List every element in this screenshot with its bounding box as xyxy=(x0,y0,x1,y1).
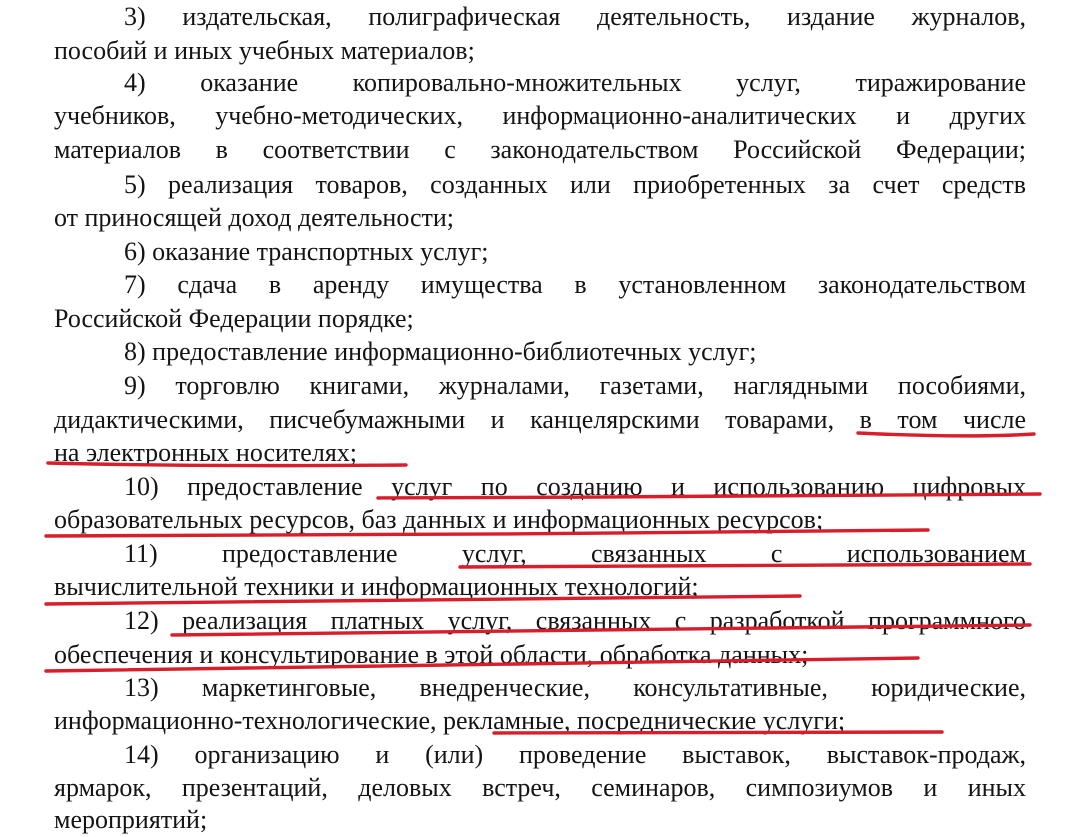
list-item-7-line-2: Российской Федерации порядке; xyxy=(54,304,414,333)
list-item-9-line-1: 9) торговлю книгами, журналами, газетами, наглядными пособиями, xyxy=(124,371,1026,400)
list-item-6: 6) оказание транспортных услуг; xyxy=(124,237,489,266)
list-item-3-line-2: пособий и иных учебных материалов; xyxy=(54,36,475,65)
list-item-9-line-3: на электронных носителях; xyxy=(54,438,357,467)
list-item-7-line-1: 7) сдача в аренду имущества в установленном законодательством xyxy=(124,270,1026,299)
list-item-4-line-2: учебников, учебно-методических, информационно-аналитических и других xyxy=(54,101,1026,130)
list-item-13-line-2: информационно-технологические, рекламные, посреднические услуги; xyxy=(54,706,846,735)
list-item-4-line-3: материалов в соответствии с законодательством Российской Федерации; xyxy=(54,135,1026,164)
list-item-11-line-2: вычислительной техники и информационных технологий; xyxy=(54,572,699,601)
list-item-9-line-2: дидактическими, писчебумажными и канцелярскими товарами, в том числе xyxy=(54,405,1026,434)
list-item-14-line-2: ярмарок, презентаций, деловых встреч, семинаров, симпозиумов и иных xyxy=(54,773,1026,802)
list-item-12-line-2: обеспечения и консультирование в этой области, обработка данных; xyxy=(54,640,809,669)
list-item-3-line-1: 3) издательская, полиграфическая деятельность, издание журналов, xyxy=(124,2,1026,31)
list-item-14-line-1: 14) организацию и (или) проведение выставок, выставок-продаж, xyxy=(124,740,1026,769)
list-item-10-line-1: 10) предоставление услуг по созданию и использованию цифровых xyxy=(124,472,1026,501)
list-item-10-line-2: образовательных ресурсов, баз данных и информационных ресурсов; xyxy=(54,505,824,534)
list-item-5-line-2: от приносящей доход деятельности; xyxy=(54,203,455,232)
list-item-5-line-1: 5) реализация товаров, созданных или приобретенных за счет средств xyxy=(124,170,1026,199)
list-item-8: 8) предоставление информационно-библиотечных услуг; xyxy=(124,337,757,366)
list-item-12-line-1: 12) реализация платных услуг, связанных с разработкой программного xyxy=(124,606,1026,635)
list-item-14-line-3: мероприятий; xyxy=(54,805,208,834)
list-item-11-line-1: 11) предоставление услуг, связанных с использованием xyxy=(124,539,1026,568)
list-item-13-line-1: 13) маркетинговые, внедренческие, консультативные, юридические, xyxy=(124,673,1026,702)
list-item-4-line-1: 4) оказание копировально-множительных услуг, тиражирование xyxy=(124,68,1026,97)
